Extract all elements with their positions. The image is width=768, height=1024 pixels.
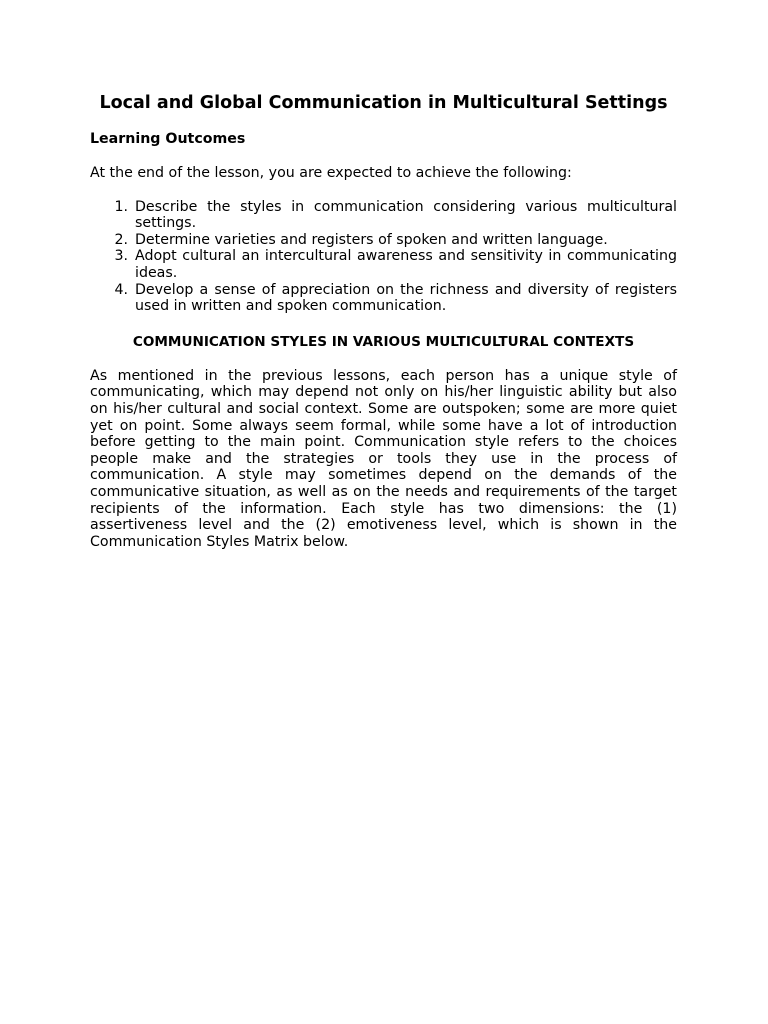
list-item-text: Develop a sense of appreciation on the richness and diversity of registers used in written and spoken communication.	[135, 281, 677, 315]
list-item	[90, 232, 677, 249]
document-page	[90, 92, 677, 567]
list-item-text: Adopt cultural an intercultural awareness and sensitivity in communicating ideas.	[135, 248, 677, 281]
section-body-paragraph: As mentioned in the previous lessons, each person has a unique style of communicating, which may depend not only on his/her linguistic ability but also on his/her cultural and social context. Some are outspoken; some are more quiet yet on point. Some always seem formal, while some have a lot of introduction before getting to the main point. Communication style refers to the choices people make and the strategies or tools they use in the process of communication. A style may sometimes depend on the demands of the communicative situation, as well as on the needs and requirements of the target recipients of the information. Each style has two dimensions: the (1) assertiveness level and the (2) emotiveness level, which is shown in the Communication Styles Matrix below.	[90, 367, 677, 550]
intro-paragraph: At the end of the lesson, you are expected to achieve the following:	[90, 165, 572, 181]
list-item-number: 3.	[114, 248, 128, 265]
list-item	[90, 199, 677, 232]
learning-outcomes-list	[90, 199, 677, 315]
list-item-number: 1.	[114, 198, 128, 215]
section-heading: COMMUNICATION STYLES IN VARIOUS MULTICULTURAL CONTEXTS	[132, 333, 635, 350]
learning-outcomes-heading: Learning Outcomes	[90, 131, 246, 147]
list-item	[90, 282, 677, 315]
list-item-number: 2.	[114, 231, 128, 248]
document-title: Local and Global Communication in Multicultural Settings	[99, 93, 668, 113]
list-item-number: 4.	[114, 281, 128, 298]
list-item-text: Describe the styles in communication considering various multicultural settings.	[135, 198, 677, 232]
list-item-text: Determine varieties and registers of spoken and written language.	[135, 231, 608, 248]
list-item	[90, 248, 677, 281]
